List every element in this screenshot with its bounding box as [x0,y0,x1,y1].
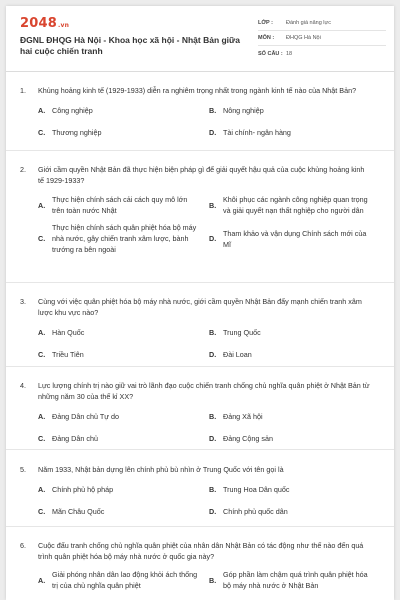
question-item [6,283,394,367]
answer-option[interactable] [38,105,209,116]
option-text: Đảng Dân chủ Tự do [52,412,120,421]
option-text: Khôi phục các ngành công nghiệp quan trọng và giải quyết nạn thất nghiệp cho người dân [223,195,368,215]
question-item [6,367,394,450]
option-letter: B. [209,412,217,421]
option-letter: D. [209,234,217,243]
question-item [6,72,394,151]
question-number: 3. [20,297,26,306]
question-number: 5. [20,465,26,474]
option-text: Giải phóng nhân dân lao động khỏi ách thống trị của chủ nghĩa quân phiệt [52,570,198,590]
option-letter: B. [209,106,217,115]
answer-option[interactable] [209,127,380,138]
question-text: Cùng với việc quân phiệt hóa bộ máy nhà nước, giới cầm quyền Nhật Bản đẩy mạnh chiến tranh xâm lược khu vực nào? [38,297,362,317]
answer-option[interactable] [38,194,209,216]
option-letter: A. [38,328,46,337]
option-text: Tài chính- ngân hàng [223,128,291,137]
meta-key: MÔN : [258,35,275,41]
answer-option[interactable] [209,433,380,444]
option-text: Chính phủ quốc dân [223,507,288,516]
option-letter: C. [38,507,46,516]
option-letter: C. [38,234,46,243]
question-number: 2. [20,165,26,174]
meta-key: SỐ CÂU : [258,50,283,57]
answer-option[interactable] [209,105,380,116]
question-item [6,527,394,600]
answer-option[interactable] [38,222,209,255]
answer-option[interactable] [209,506,380,517]
option-text: Tham khảo và vận dụng Chính sách mới của Mĩ [223,228,367,249]
answer-option[interactable] [38,127,209,138]
option-text: Thực hiện chính sách cải cách quy mô lớn trên toàn nước Nhật [52,195,188,215]
answer-option[interactable] [38,569,209,591]
option-letter: D. [209,350,217,359]
answer-option[interactable] [209,569,380,591]
option-letter: B. [209,575,217,585]
question-number: 6. [20,541,26,550]
option-letter: C. [38,350,46,359]
question-item [6,151,394,283]
question-item [6,450,394,527]
option-letter: B. [209,485,217,494]
option-text: Góp phần làm chậm quá trình quân phiệt hóa bộ máy nhà nước ở Nhật Bản [223,570,368,590]
meta-key: LỚP : [258,20,273,26]
meta-row-class [258,16,386,31]
page-title: ĐGNL ĐHQG Hà Nội - Khoa học xã hội - Nhật Bản giữa hai cuộc chiến tranh [20,35,240,56]
answer-option[interactable] [38,484,209,495]
option-letter: A. [38,575,46,585]
option-letter: A. [38,412,46,421]
option-letter: A. [38,485,46,494]
answer-option[interactable] [38,327,209,338]
answer-option[interactable] [209,349,380,360]
meta-row-count [258,46,386,61]
answer-option[interactable] [209,222,380,255]
option-letter: B. [209,200,217,210]
question-number: 1. [20,86,26,95]
meta-row-subject [258,31,386,46]
meta-value: ĐHQG Hà Nội [286,35,321,41]
question-text: Giới cầm quyền Nhật Bản đã thực hiện biện pháp gì để giải quyết hậu quả của cuộc khủng hoảng kinh tế 1929-1933? [38,165,365,185]
option-text: Thương nghiệp [52,128,102,137]
answer-option[interactable] [209,194,380,216]
option-letter: D. [209,128,217,137]
option-text: Đảng Cộng sản [223,434,273,443]
option-letter: D. [209,434,217,443]
question-text: Cuộc đấu tranh chống chủ nghĩa quân phiệt của nhân dân Nhật Bản có tác động như thế nào đến quá trình quân phiệt hóa bộ máy nhà nước ở quốc gia này? [38,541,364,561]
option-text: Đài Loan [223,350,252,359]
option-text: Trung Quốc [223,328,261,337]
option-text: Đảng Dân chủ [52,434,98,443]
option-text: Chính phủ hộ pháp [52,485,114,494]
question-list [6,72,394,600]
question-text: Lực lượng chính trị nào giữ vai trò lãnh đạo cuộc chiến tranh chống chủ nghĩa quân phiệt ở Nhật Bản từ những năm 30 của thế kỉ XX? [38,381,370,401]
question-number: 4. [20,381,26,390]
option-letter: D. [209,507,217,516]
meta-value: Đánh giá năng lực [286,20,331,26]
meta-value: 18 [286,50,293,57]
answer-option[interactable] [209,484,380,495]
option-letter: B. [209,328,217,337]
option-text: Hàn Quốc [52,328,85,337]
question-text: Năm 1933, Nhật bản dựng lên chính phủ bù nhìn ở Trung Quốc với tên gọi là [38,465,284,474]
option-text: Trung Hoa Dân quốc [223,485,290,494]
option-letter: A. [38,200,46,210]
answer-option[interactable] [38,411,209,422]
option-letter: A. [38,106,46,115]
answer-option[interactable] [38,506,209,517]
answer-option[interactable] [209,411,380,422]
option-text: Nông nghiệp [223,106,264,115]
option-text: Thực hiện chính sách quân phiệt hóa bộ máy nhà nước, gây chiến tranh xâm lược, bành trướng ra bên ngoài [52,223,197,254]
option-text: Triều Tiên [52,350,84,359]
answer-option[interactable] [209,327,380,338]
option-text: Công nghiệp [52,106,93,115]
answer-option[interactable] [38,349,209,360]
worksheet-meta [258,16,386,61]
worksheet-page [6,6,394,600]
option-text: Mãn Châu Quốc [52,507,105,516]
option-letter: C. [38,128,46,137]
worksheet-header [6,6,394,72]
answer-option[interactable] [38,433,209,444]
option-text: Đảng Xã hội [223,412,263,421]
site-logo[interactable]: 2048.vn [20,16,70,31]
option-letter: C. [38,434,46,443]
question-text: Khủng hoảng kinh tế (1929-1933) diễn ra nghiêm trọng nhất trong ngành kinh tế nào của Nhật Bản? [38,86,357,95]
